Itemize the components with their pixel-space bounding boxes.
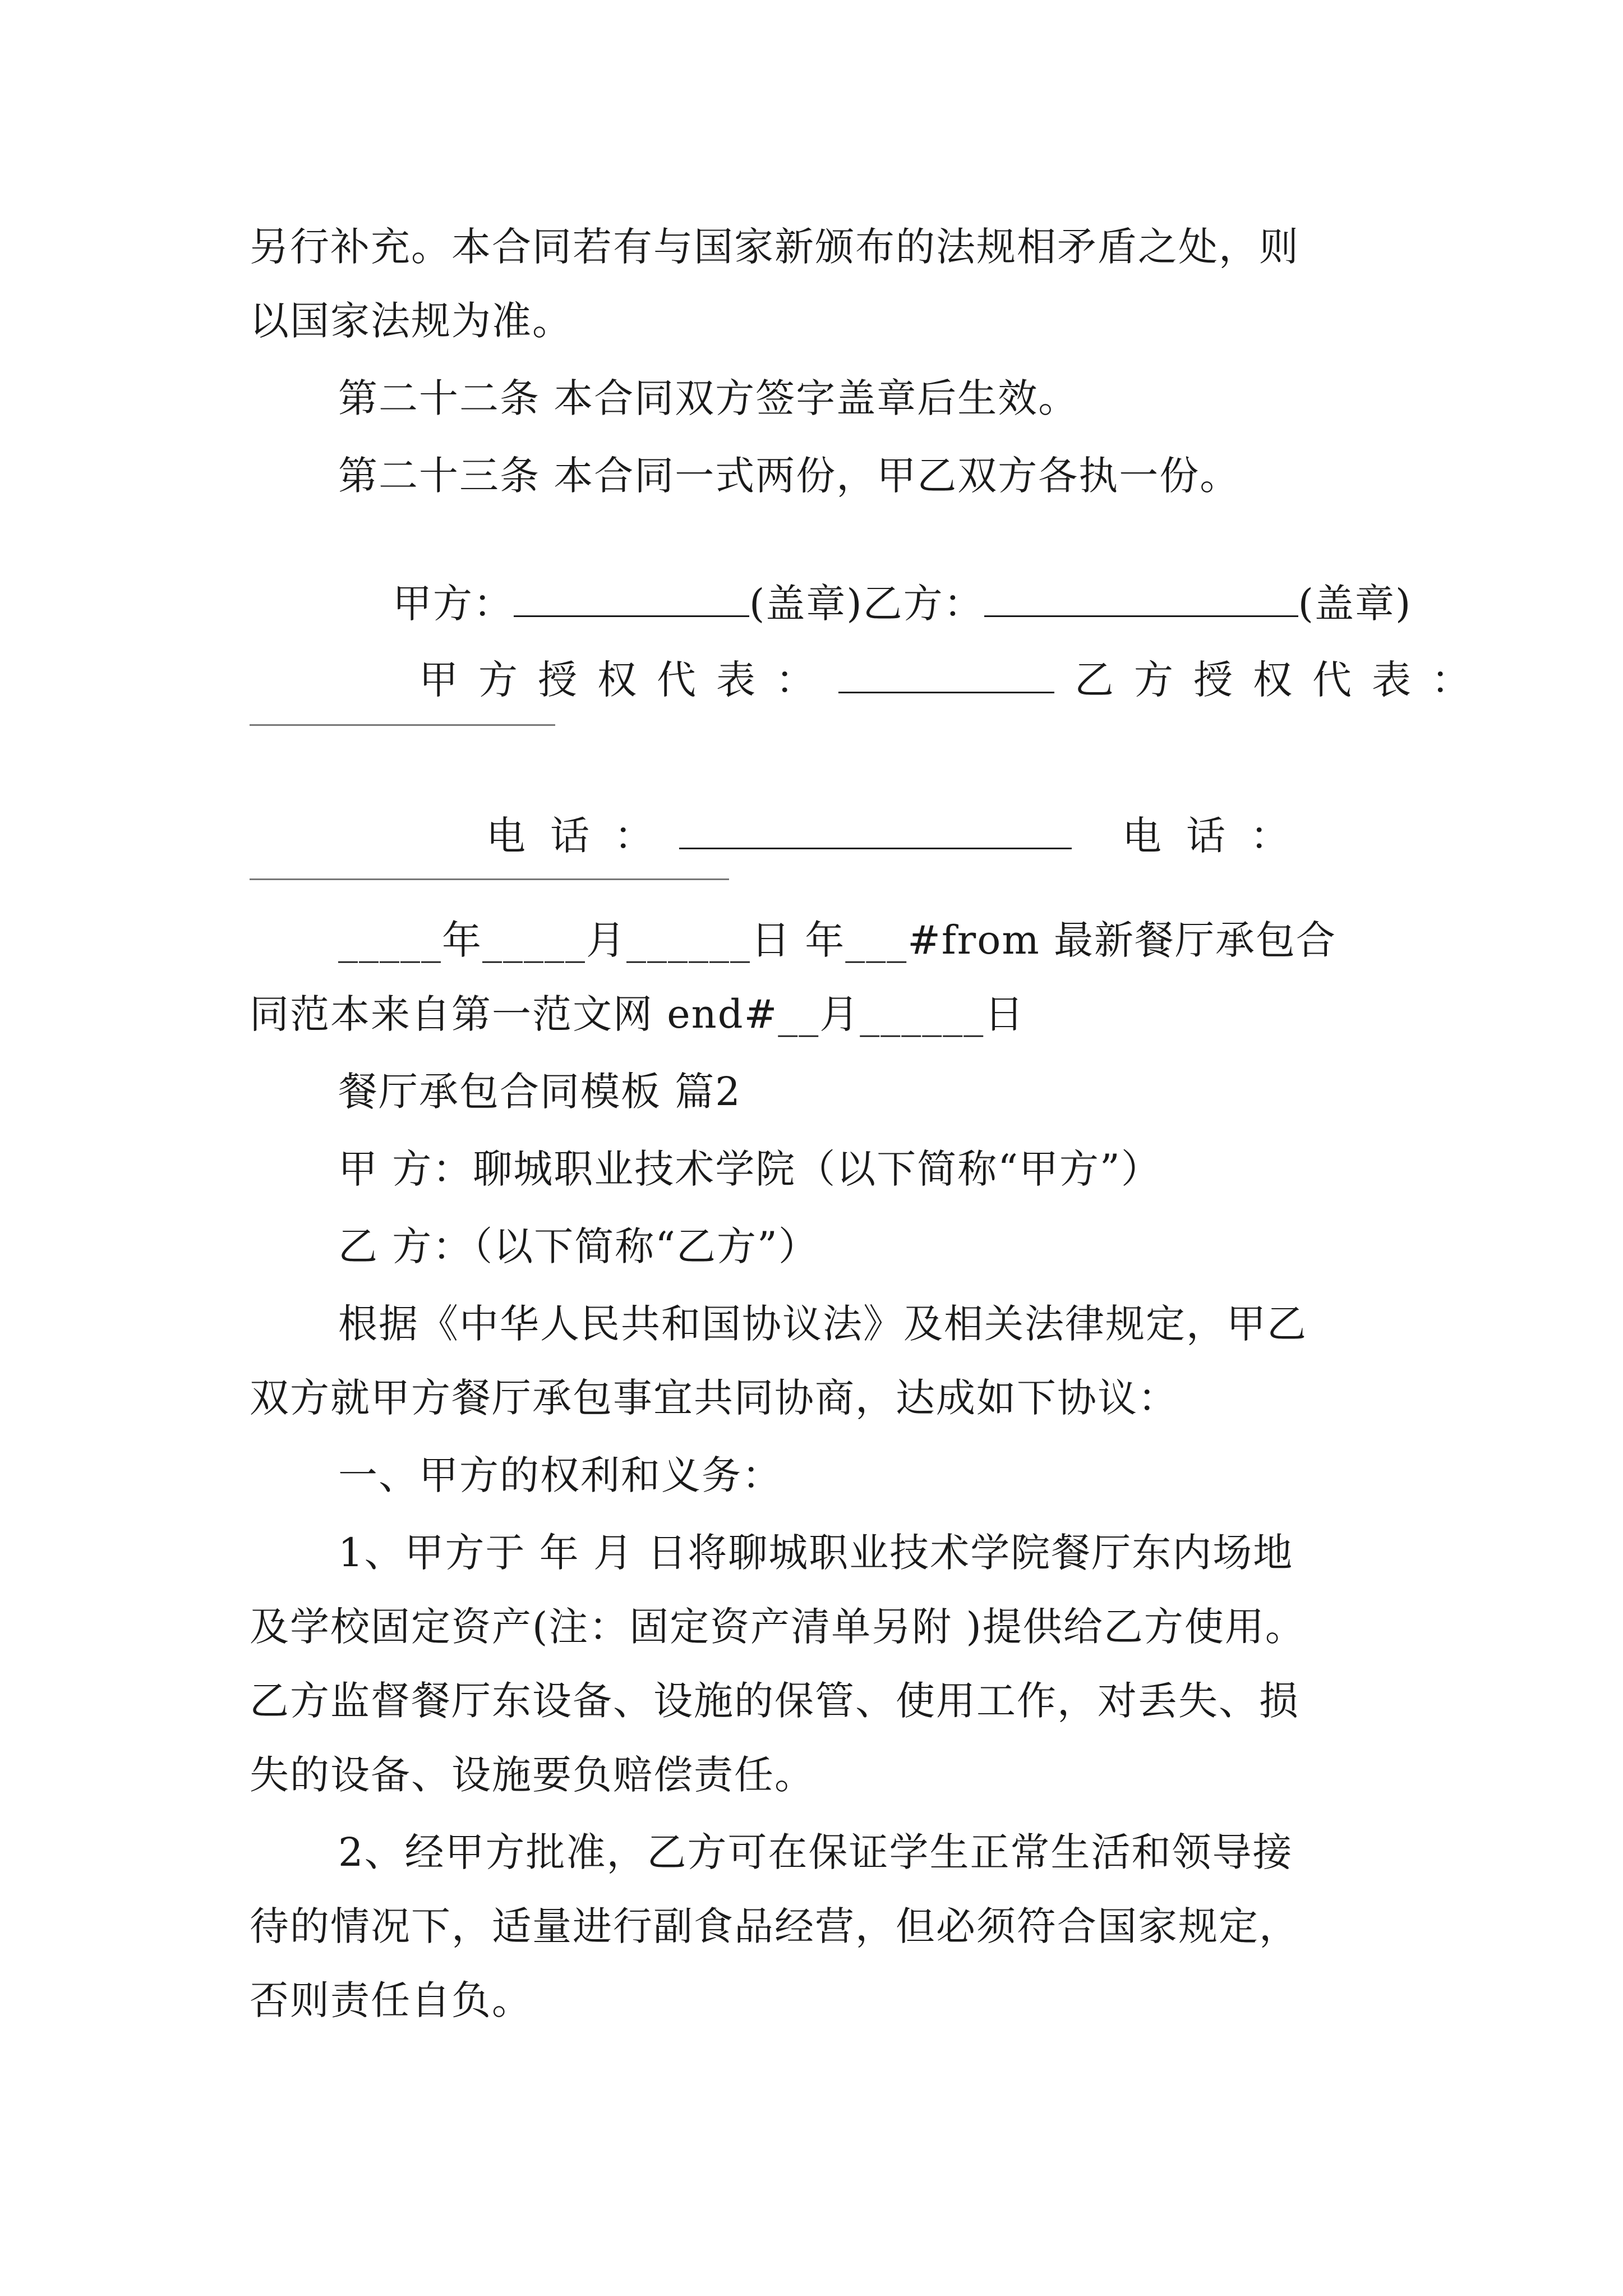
paragraph-line: 以国家法规为准。 [250,298,573,344]
preamble-line: 双方就甲方餐厅承包事宜共同协商，达成如下协议： [250,1375,1178,1421]
paragraph-line: 另行补充。本合同若有与国家新颁布的法规相矛盾之处，则 [250,224,1299,270]
preamble-line: 根据《中华人民共和国协议法》及相关法律规定，甲乙 [338,1301,1307,1347]
party-b-phone-label: 电话： [1122,813,1315,859]
date-line: _____年_____月______日 年___#from 最新餐厅承包合 [338,917,1337,963]
clause-2-line: 待的情况下，适量进行副食品经营，但必须符合国家规定， [250,1903,1299,1949]
clause-1-line: 1、甲方于 年 月 日将聊城职业技术学院餐厅东内场地 [338,1530,1294,1576]
party-b-seal-label: (盖章) [1298,581,1412,627]
representative-line [365,604,1491,756]
date-line-continued: 同范本来自第一范文网 end#__月______日 [250,991,1025,1037]
clause-1-line: 乙方监督餐厅东设备、设施的保管、使用工作，对丢失、损 [250,1678,1299,1724]
clause-2-line: 否则责任自负。 [250,1977,532,2023]
party-a-representative-blank [838,658,1054,693]
clause-1-line: 失的设备、设施要负赔偿责任。 [250,1752,815,1798]
clause-2-line: 2、经甲方批准，乙方可在保证学生正常生活和领导接 [338,1829,1293,1875]
article-23: 第二十三条 本合同一式两份，甲乙双方各执一份。 [338,453,1241,499]
party-b-representative-label: 乙方授权代表： [1075,657,1491,703]
party-b-representative-blank [250,724,555,726]
party-a-label: 甲方： [393,581,514,627]
party-a-info: 甲 方：聊城职业技术学院（以下简称“甲方”） [338,1146,1161,1192]
clause-heading: 一、甲方的权利和义务： [338,1452,782,1498]
party-a-representative-label: 甲方授权代表： [419,657,836,703]
party-a-phone-blank [679,814,1072,849]
phone-line [432,760,1385,912]
clause-1-line: 及学校固定资产(注：固定资产清单另附 )提供给乙方使用。 [250,1604,1306,1650]
party-a-phone-label: 电话： [486,813,679,859]
section-title: 餐厅承包合同模板 篇2 [338,1069,741,1115]
party-a-seal-and-party-b-label: (盖章)乙方： [749,581,984,627]
party-b-info: 乙 方：（以下简称“乙方”） [338,1223,819,1269]
party-b-phone-blank [250,878,729,880]
article-22: 第二十二条 本合同双方签字盖章后生效。 [338,375,1079,421]
